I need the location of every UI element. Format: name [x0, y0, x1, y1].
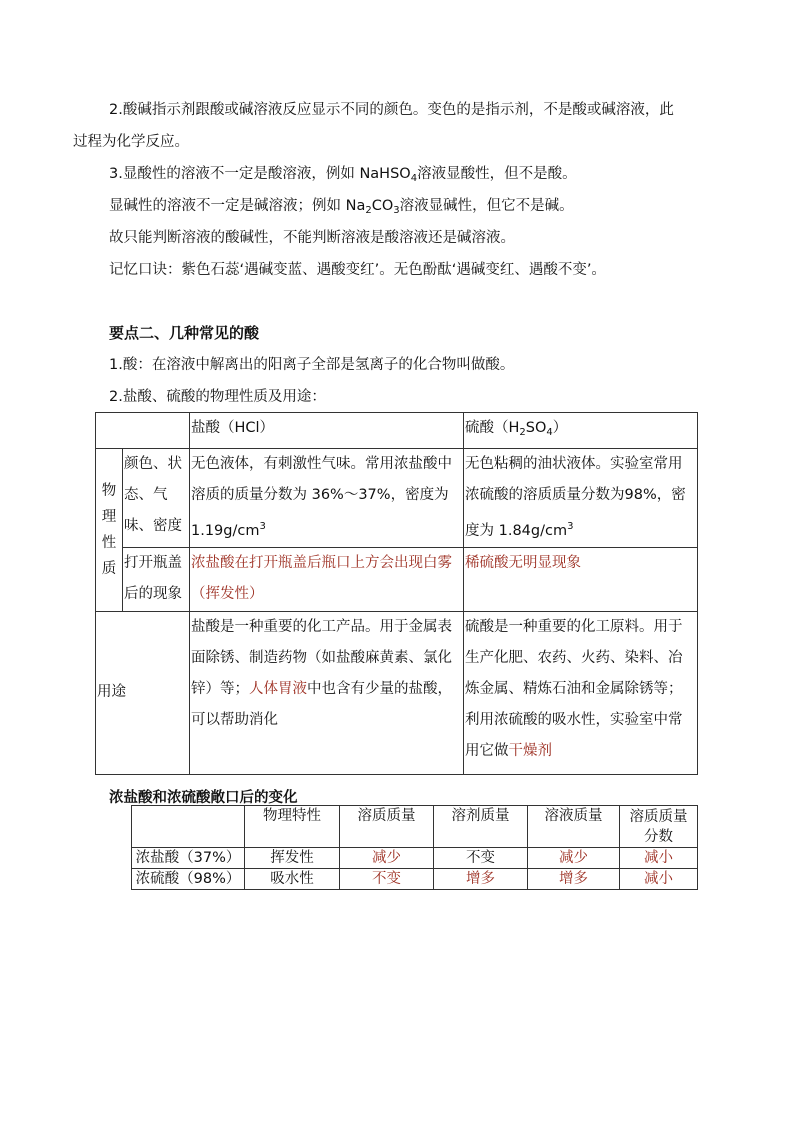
header-empty-cell: [96, 413, 190, 449]
t2-row1-prop: 挥发性: [245, 848, 340, 869]
t2-row2-solution: 增多: [528, 869, 620, 890]
p3-post: 溶液显酸性，但不是酸。: [417, 166, 577, 182]
row2-h2so4: 稀硫酸无明显现象: [464, 547, 698, 611]
p4-sub2: 3: [393, 205, 400, 216]
h2so4-sub2: 4: [546, 427, 553, 438]
t2-header-2: 溶质质量: [340, 806, 434, 848]
paragraph-2-line-2: 过程为化学反应。: [73, 134, 189, 150]
t2-row1-fraction: 减小: [620, 848, 698, 869]
paragraph-5: 故只能判断溶液的酸碱性，不能判断溶液是酸溶液还是碱溶液。: [109, 230, 515, 246]
row1-label: 颜色、状态、气味、密度: [123, 449, 190, 548]
t2-header-4: 溶液质量: [528, 806, 620, 848]
row1-h2so4-text: 无色粘稠的油状液体。实验室常用浓硫酸的溶质质量分数为98%，密度为 1.84g/cm: [465, 456, 686, 539]
t2-row1-name: 浓盐酸（37%）: [132, 848, 245, 869]
p4-sub1: 2: [365, 205, 372, 216]
p4-post: 溶液显碱性，但它不是碱。: [399, 198, 574, 214]
header-h2so4: [464, 413, 698, 449]
acid-properties-table: [95, 412, 698, 775]
p4-mid: CO: [371, 198, 394, 214]
use-h2so4: [464, 611, 698, 774]
use-hcl-a: 盐酸是一种重要的化工产品。用于金属表面除锈、制造药物（如盐酸麻黄素、氯化锌）等；: [191, 618, 452, 697]
t2-row2-solute: 不变: [340, 869, 434, 890]
t2-header-1: 物理特性: [245, 806, 340, 848]
table2-title: 浓盐酸和浓硫酸敞口后的变化: [109, 790, 298, 806]
t2-header-3: 溶剂质量: [434, 806, 528, 848]
exposure-change-table: [131, 805, 698, 890]
p3-pre: 3.显酸性的溶液不一定是酸溶液，例如 NaHSO: [109, 166, 411, 182]
row1-h2so4: [464, 449, 698, 548]
paragraph-4: [109, 196, 574, 221]
t2-row1-solvent: 不变: [434, 848, 528, 869]
definition-2: 2.盐酸、硫酸的物理性质及用途：: [109, 389, 326, 405]
row2-hcl: 浓盐酸在打开瓶盖后瓶口上方会出现白雾（挥发性）: [190, 547, 464, 611]
use-h2so4-a: 硫酸是一种重要的化工原料。用于生产化肥、农药、火药、染料、冶炼金属、精炼石油和金属除锈等；利用浓硫酸的吸水性，实验室中常用它做: [465, 618, 683, 759]
t2-row2-prop: 吸水性: [245, 869, 340, 890]
paragraph-6: 记忆口诀：紫色石蕊‘遇碱变蓝、遇酸变红’。无色酚酞‘遇碱变红、遇酸不变’。: [109, 262, 606, 278]
use-h2so4-red: 干燥剂: [508, 742, 552, 759]
row1-h2so4-sup: 3: [567, 521, 574, 532]
t2-header-5: 溶质质量分数: [620, 806, 698, 848]
row2-label: 打开瓶盖后的现象: [123, 547, 190, 611]
use-hcl-b: 中也含有少量的盐酸，可以帮助消化: [191, 680, 452, 728]
row1-hcl: [190, 449, 464, 548]
section-heading: 要点二、几种常见的酸: [109, 324, 260, 342]
row1-hcl-text: 无色液体，有刺激性气味。常用浓盐酸中溶质的质量分数为 36%～37%，密度为 1.19g/cm: [191, 456, 452, 539]
use-hcl-red: 人体胃液: [249, 680, 307, 697]
row1-hcl-sup: 3: [259, 521, 266, 532]
definition-1: 1.酸：在溶液中解离出的阳离子全部是氢离子的化合物叫做酸。: [109, 357, 515, 373]
use-hcl: [190, 611, 464, 774]
header-hcl: 盐酸（HCl）: [190, 413, 464, 449]
t2-row2-name: 浓硫酸（98%）: [132, 869, 245, 890]
paragraph-2-line-1: 2.酸碱指示剂跟酸或碱溶液反应显示不同的颜色。变色的是指示剂，不是酸或碱溶液，此: [109, 102, 674, 118]
physical-properties-label: 物理性质: [96, 449, 123, 612]
h2so4-pre: 硫酸（H: [465, 420, 520, 436]
h2so4-sub1: 2: [519, 427, 526, 438]
paragraph-3: [109, 164, 577, 189]
t2-row1-solution: 减少: [528, 848, 620, 869]
t2-row2-fraction: 减小: [620, 869, 698, 890]
h2so4-post: ）: [552, 420, 568, 436]
p3-sub: 4: [410, 173, 418, 184]
t2-row2-solvent: 增多: [434, 869, 528, 890]
h2so4-mid: SO: [525, 420, 547, 436]
t2-header-0: [132, 806, 245, 848]
t2-row1-solute: 减少: [340, 848, 434, 869]
p4-pre: 显碱性的溶液不一定是碱溶液；例如 Na: [109, 198, 366, 214]
use-label: 用途: [96, 611, 190, 774]
